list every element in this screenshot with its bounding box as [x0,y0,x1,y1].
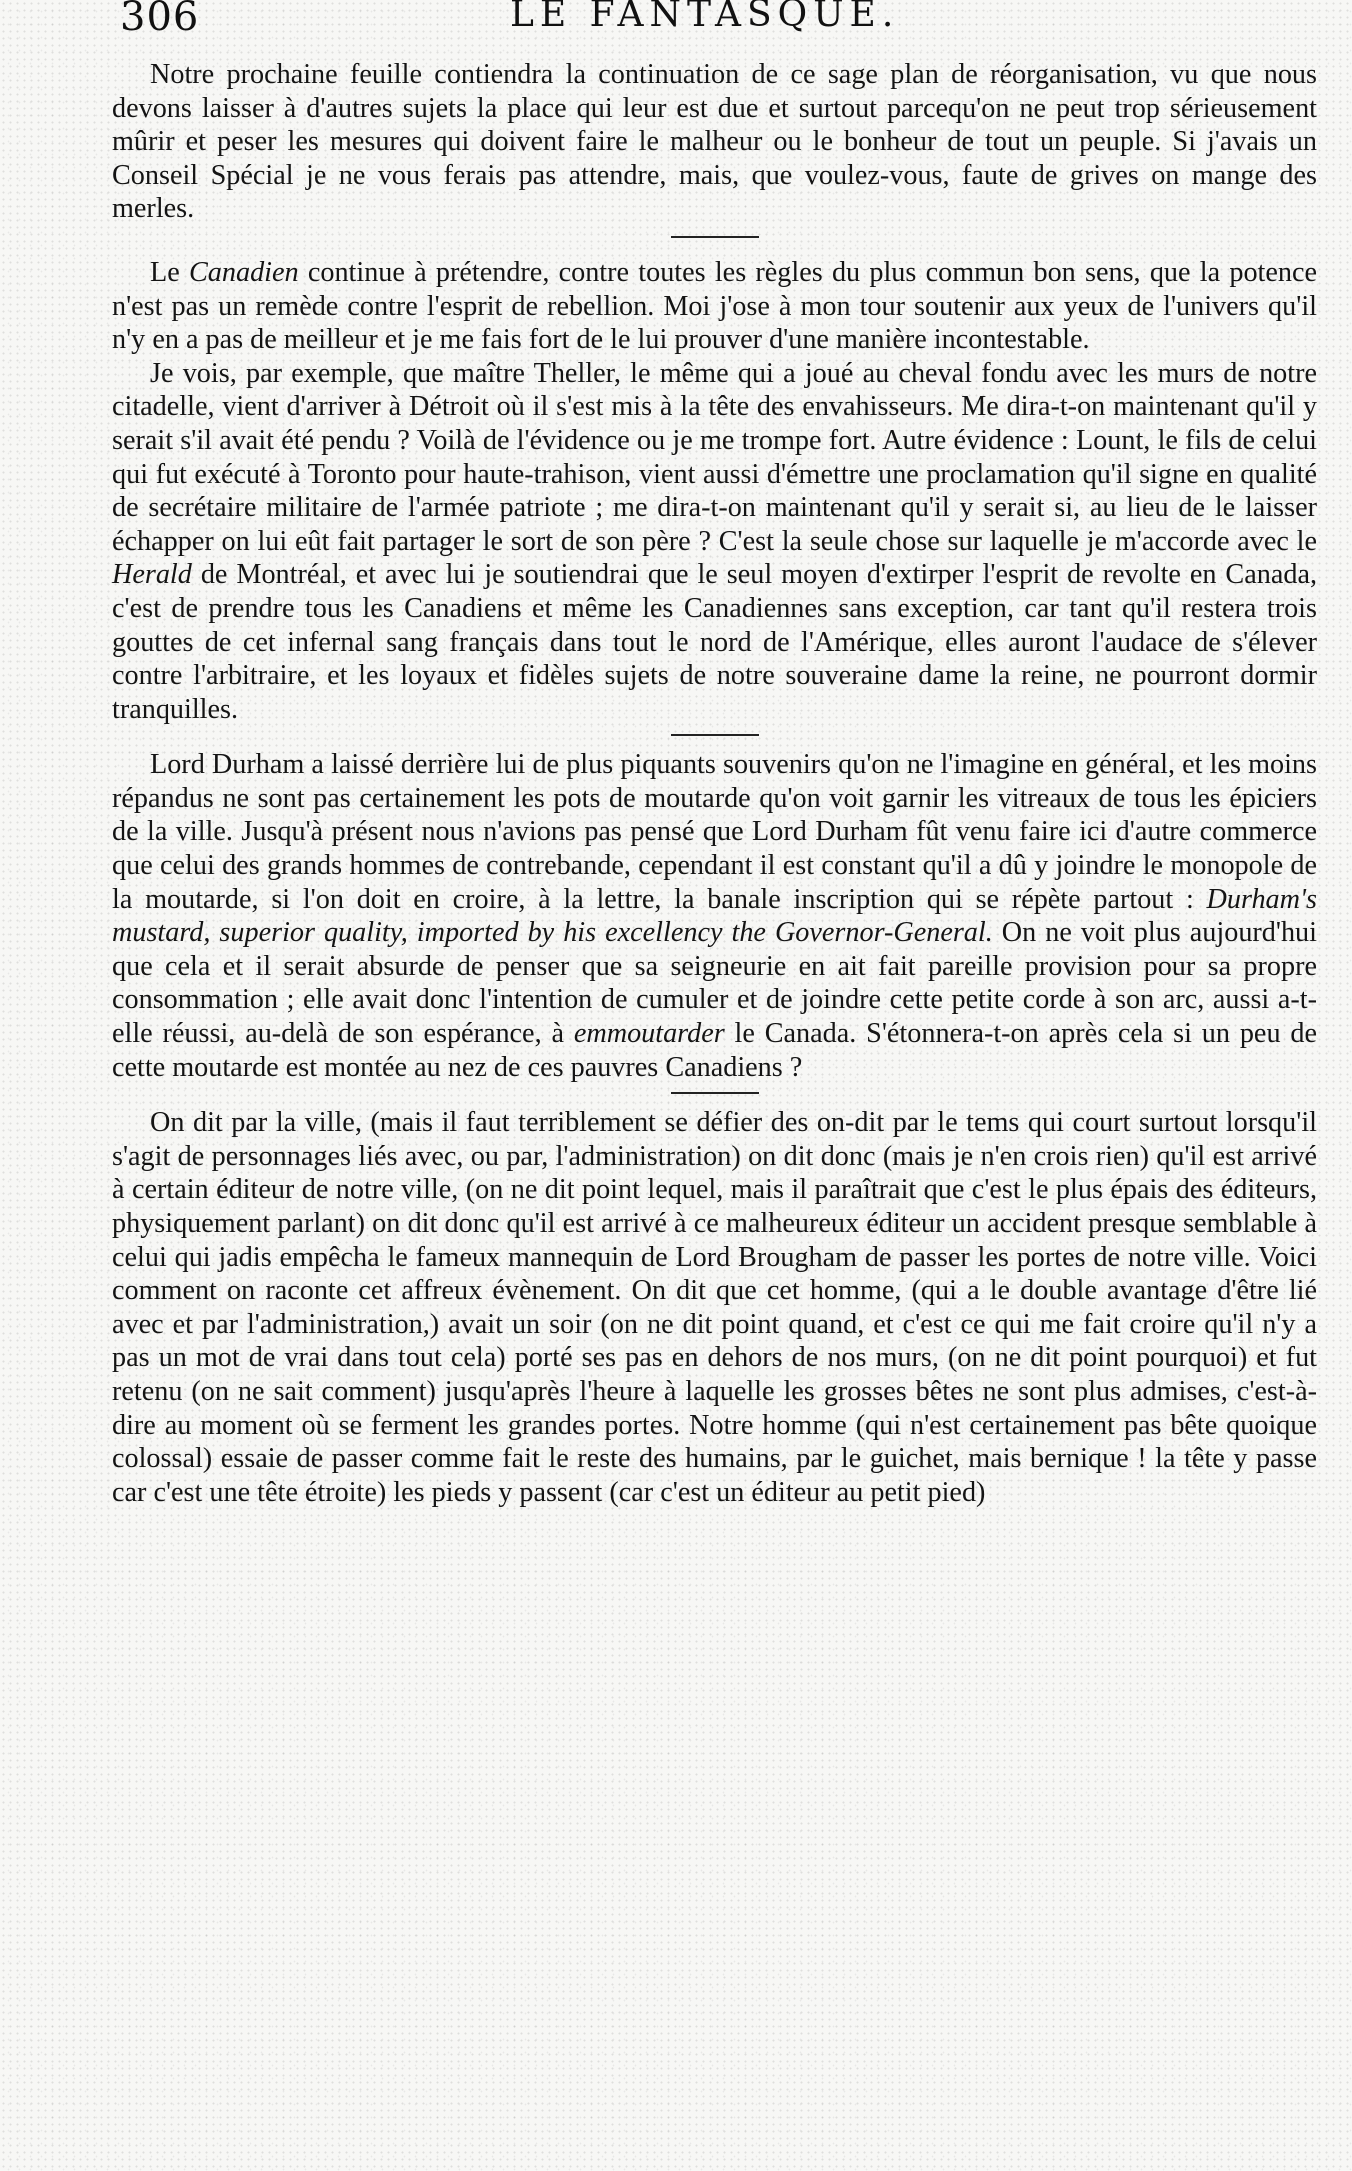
paragraph-reorganisation [112,58,1317,226]
newspaper-name-canadien: Canadien [188,256,299,288]
paragraph-on-dit [112,1106,1317,1509]
paragraph-text: Je vois, par exemple, que maître Theller, le même qui a joué au cheval fondu avec les murs de notre citadelle, vient d'arriver à Détroit où il s'est mis à la tête des envahisseurs. Me dira-t-on maintenant qu'il y serait s'il avait été pendu ? Voilà de l'évidence ou je me trompe fort. Autre évidence : Lount, le fils de celui qui fut exécuté à Toronto pour haute-trahison, vient aussi d'émettre une proclamation qu'il signe en qualité de secrétaire militaire de l'armée patriote ; me dira-t-on maintenant qu'il y serait si, au lieu de le laisser échapper on lui eût fait partager le sort de son père ? C'est la seule chose sur laquelle je m'accorde avec le [112,357,1317,557]
page-number: 306 [120,0,200,40]
article-body [112,58,1317,1509]
journal-title: LE FANTASQUE. [510,0,900,35]
section-divider [671,236,759,238]
paragraph-text: Notre prochaine feuille contiendra la continuation de ce sage plan de réorganisation, vu que nous devons laisser à d'autres sujets la place qui leur est due et surtout parcequ'on ne peut trop sérieusement mûrir et peser les mesures qui doivent faire le malheur ou le bonheur de tout un peuple. Si j'avais un Conseil Spécial je ne vous ferais pas attendre, mais, que voulez-vous, faute de grives on mange des merles. [112,59,1317,225]
paragraph-theller [112,357,1317,727]
emphasized-word: emmoutarder [573,1018,725,1050]
paragraph-text: On dit par la ville, (mais il faut terriblement se défier des on-dit par le tems qui court surtout lorsqu'il s'agit de personnages liés avec, ou par, l'administration) on dit donc (mais je n'en crois rien) qu'il est arrivé à certain éditeur de notre ville, (on ne dit point lequel, mais il paraîtrait que c'est le plus épais des éditeurs, physiquement parlant) on dit donc qu'il est arrivé à ce malheureux éditeur un accident presque semblable à celui qui jadis empêcha le fameux mannequin de Lord Brougham de passer les portes de notre ville. Voici comment on raconte cet affreux évènement. On dit que cet homme, (qui a le double avantage d'être lié avec et par l'administration,) avait un soir (on ne dit point quand, et c'est ce qui me fait croire qu'il n'y a pas un mot de vrai dans tout cela) porté ses pas en dehors de nos murs, (on ne dit point pourquoi) et fut retenu (on ne sait comment) jusqu'après l'heure à laquelle les grosses bêtes ne sont plus admises, c'est-à-dire au moment où se ferment les grandes portes. Notre homme (qui n'est certainement pas bête quoique colossal) essaie de passer comme fait le reste des humains, par le guichet, mais bernique ! la tête y passe car c'est une tête étroite) les pieds y passent (car c'est un éditeur au petit pied) [112,1107,1317,1508]
paragraph-text: Lord Durham a laissé derrière lui de plus piquants souvenirs qu'on ne l'imagine en général, et les moins répandus ne sont pas certainement les pots de moutarde qu'on voit garnir les vitreaux de tous les épiciers de la ville. Jusqu'à présent nous n'avions pas pensé que Lord Durham fût venu faire ici d'autre commerce que celui des grands hommes de contrebande, cependant il est constant qu'il a dû y joindre le monopole de la moutarde, si l'on doit en croire, à la lettre, la banale inscription qui se répète partout : [112,749,1317,915]
paragraph-text: Le [150,256,189,288]
paragraph-text: le Canada. S'étonnera-t-on après cela si un peu de cette moutarde est montée au nez de ces pauvres Canadiens ? [112,1018,1317,1083]
page-bottom-margin [0,1905,1352,2171]
paragraph-text: de Montréal, et avec lui je soutiendrai que le seul moyen d'extirper l'esprit de revolte en Canada, c'est de prendre tous les Canadiens et même les Canadiennes sans exception, car tant qu'il restera trois gouttes de cet infernal sang français dans tout le nord de l'Amérique, elles auront l'audace de s'élever contre l'arbitraire, et les loyaux et fidèles sujets de notre souveraine dame la reine, ne pourront dormir tranquilles. [112,559,1317,725]
mustard-inscription: Durham's mustard, superior quality, imported by his excellency the Governor-General. [112,883,1317,949]
running-header [120,0,1312,40]
section-divider [671,1092,759,1094]
newspaper-name-herald: Herald [112,559,192,591]
section-divider [671,734,759,736]
paragraph-text: On ne voit plus aujourd'hui que cela et il serait absurde de penser que sa seigneurie en ait fait pareille provision pour sa propre consommation ; elle avait donc l'intention de cumuler et de joindre cette petite corde à son arc, aussi a-t-elle réussi, au-delà de son espérance, à [112,917,1317,1050]
paragraph-text: continue à prétendre, contre toutes les règles du plus commun bon sens, que la potence n'est pas un remède contre l'esprit de rebellion. Moi j'ose à mon tour soutenir aux yeux de l'univers qu'il n'y en a pas de meilleur et je me fais fort de le lui prouver d'une manière incontestable. [112,256,1317,356]
paragraph-durham [112,748,1317,1084]
paragraph-canadien [112,256,1317,357]
